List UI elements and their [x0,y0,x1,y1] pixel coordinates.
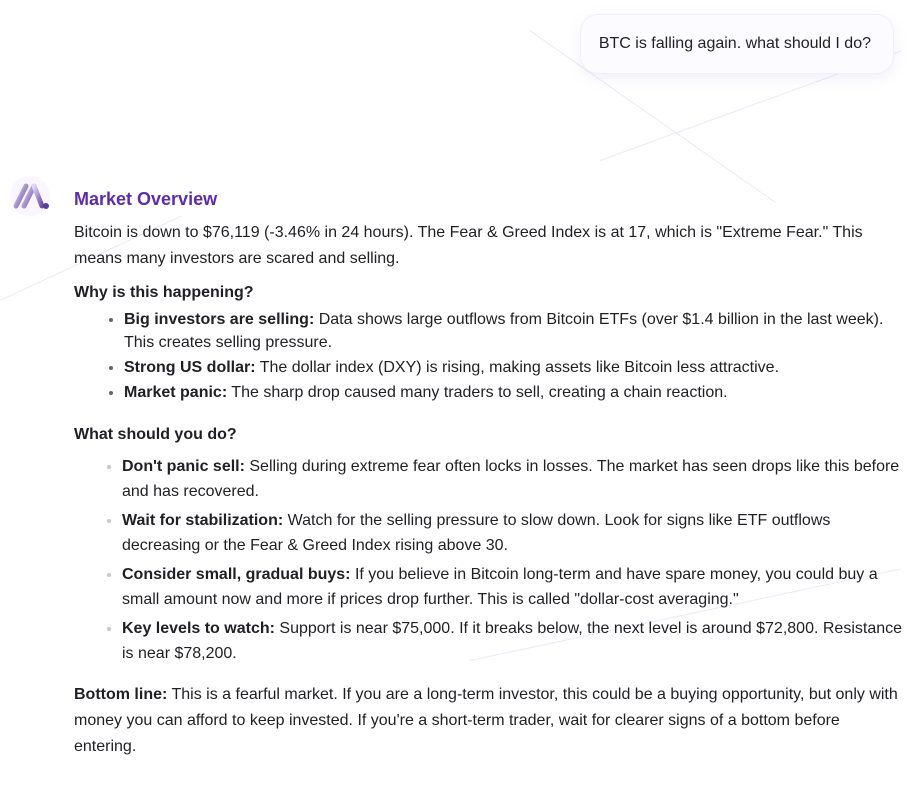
item-text: The sharp drop caused many traders to sell, creating a chain reaction. [227,384,728,401]
list-item [124,381,904,404]
list-item [122,562,904,612]
item-label: Wait for stabilization: [122,512,284,529]
bottom-line-paragraph [74,682,904,760]
assistant-answer [74,186,904,760]
assistant-logo-icon [8,176,56,216]
item-label: Key levels to watch: [122,620,275,637]
what-heading: What should you do? [74,426,237,443]
item-text: Data shows large outflows from Bitcoin ETFs (over $1.4 billion in the last week). This creates selling pressure. [124,311,884,351]
list-item [122,508,904,558]
why-heading: Why is this happening? [74,284,254,301]
list-item [124,356,904,379]
bottom-line-label: Bottom line: [74,686,168,703]
bottom-line-text: This is a fearful market. If you are a long-term investor, this could be a buying opportunity, but only with money you can afford to keep invested. If you're a short-term trader, wait for clearer signs of a bottom before entering. [74,686,898,755]
item-label: Consider small, gradual buys: [122,566,351,583]
what-list [74,454,904,666]
list-item [122,454,904,504]
item-text: Support is near $75,000. If it breaks below, the next level is around $72,800. Resistance is near $78,200. [122,620,903,662]
item-text: The dollar index (DXY) is rising, making assets like Bitcoin less attractive. [255,359,780,376]
list-item [124,308,904,354]
item-label: Don't panic sell: [122,458,245,475]
user-message-text: BTC is falling again. what should I do? [598,35,871,52]
answer-title: Market Overview [74,189,218,209]
why-list [74,308,904,404]
user-message-bubble [580,14,894,74]
item-label: Market panic: [124,384,228,401]
item-text: If you believe in Bitcoin long-term and have spare money, you could buy a small amount now and more if prices drop further. This is called "dollar-cost averaging." [122,566,878,608]
item-label: Strong US dollar: [124,359,256,376]
intro-paragraph: Bitcoin is down to $76,119 (-3.46% in 24 hours). The Fear & Greed Index is at 17, which is "Extreme Fear." This means many investors are scared and selling. [74,224,863,267]
item-text: Watch for the selling pressure to slow down. Look for signs like ETF outflows decreasing or the Fear & Greed Index rising above 30. [122,512,831,554]
item-text: Selling during extreme fear often locks in losses. The market has seen drops like this before and has recovered. [122,458,900,500]
list-item [122,616,904,666]
item-label: Big investors are selling: [124,311,315,328]
